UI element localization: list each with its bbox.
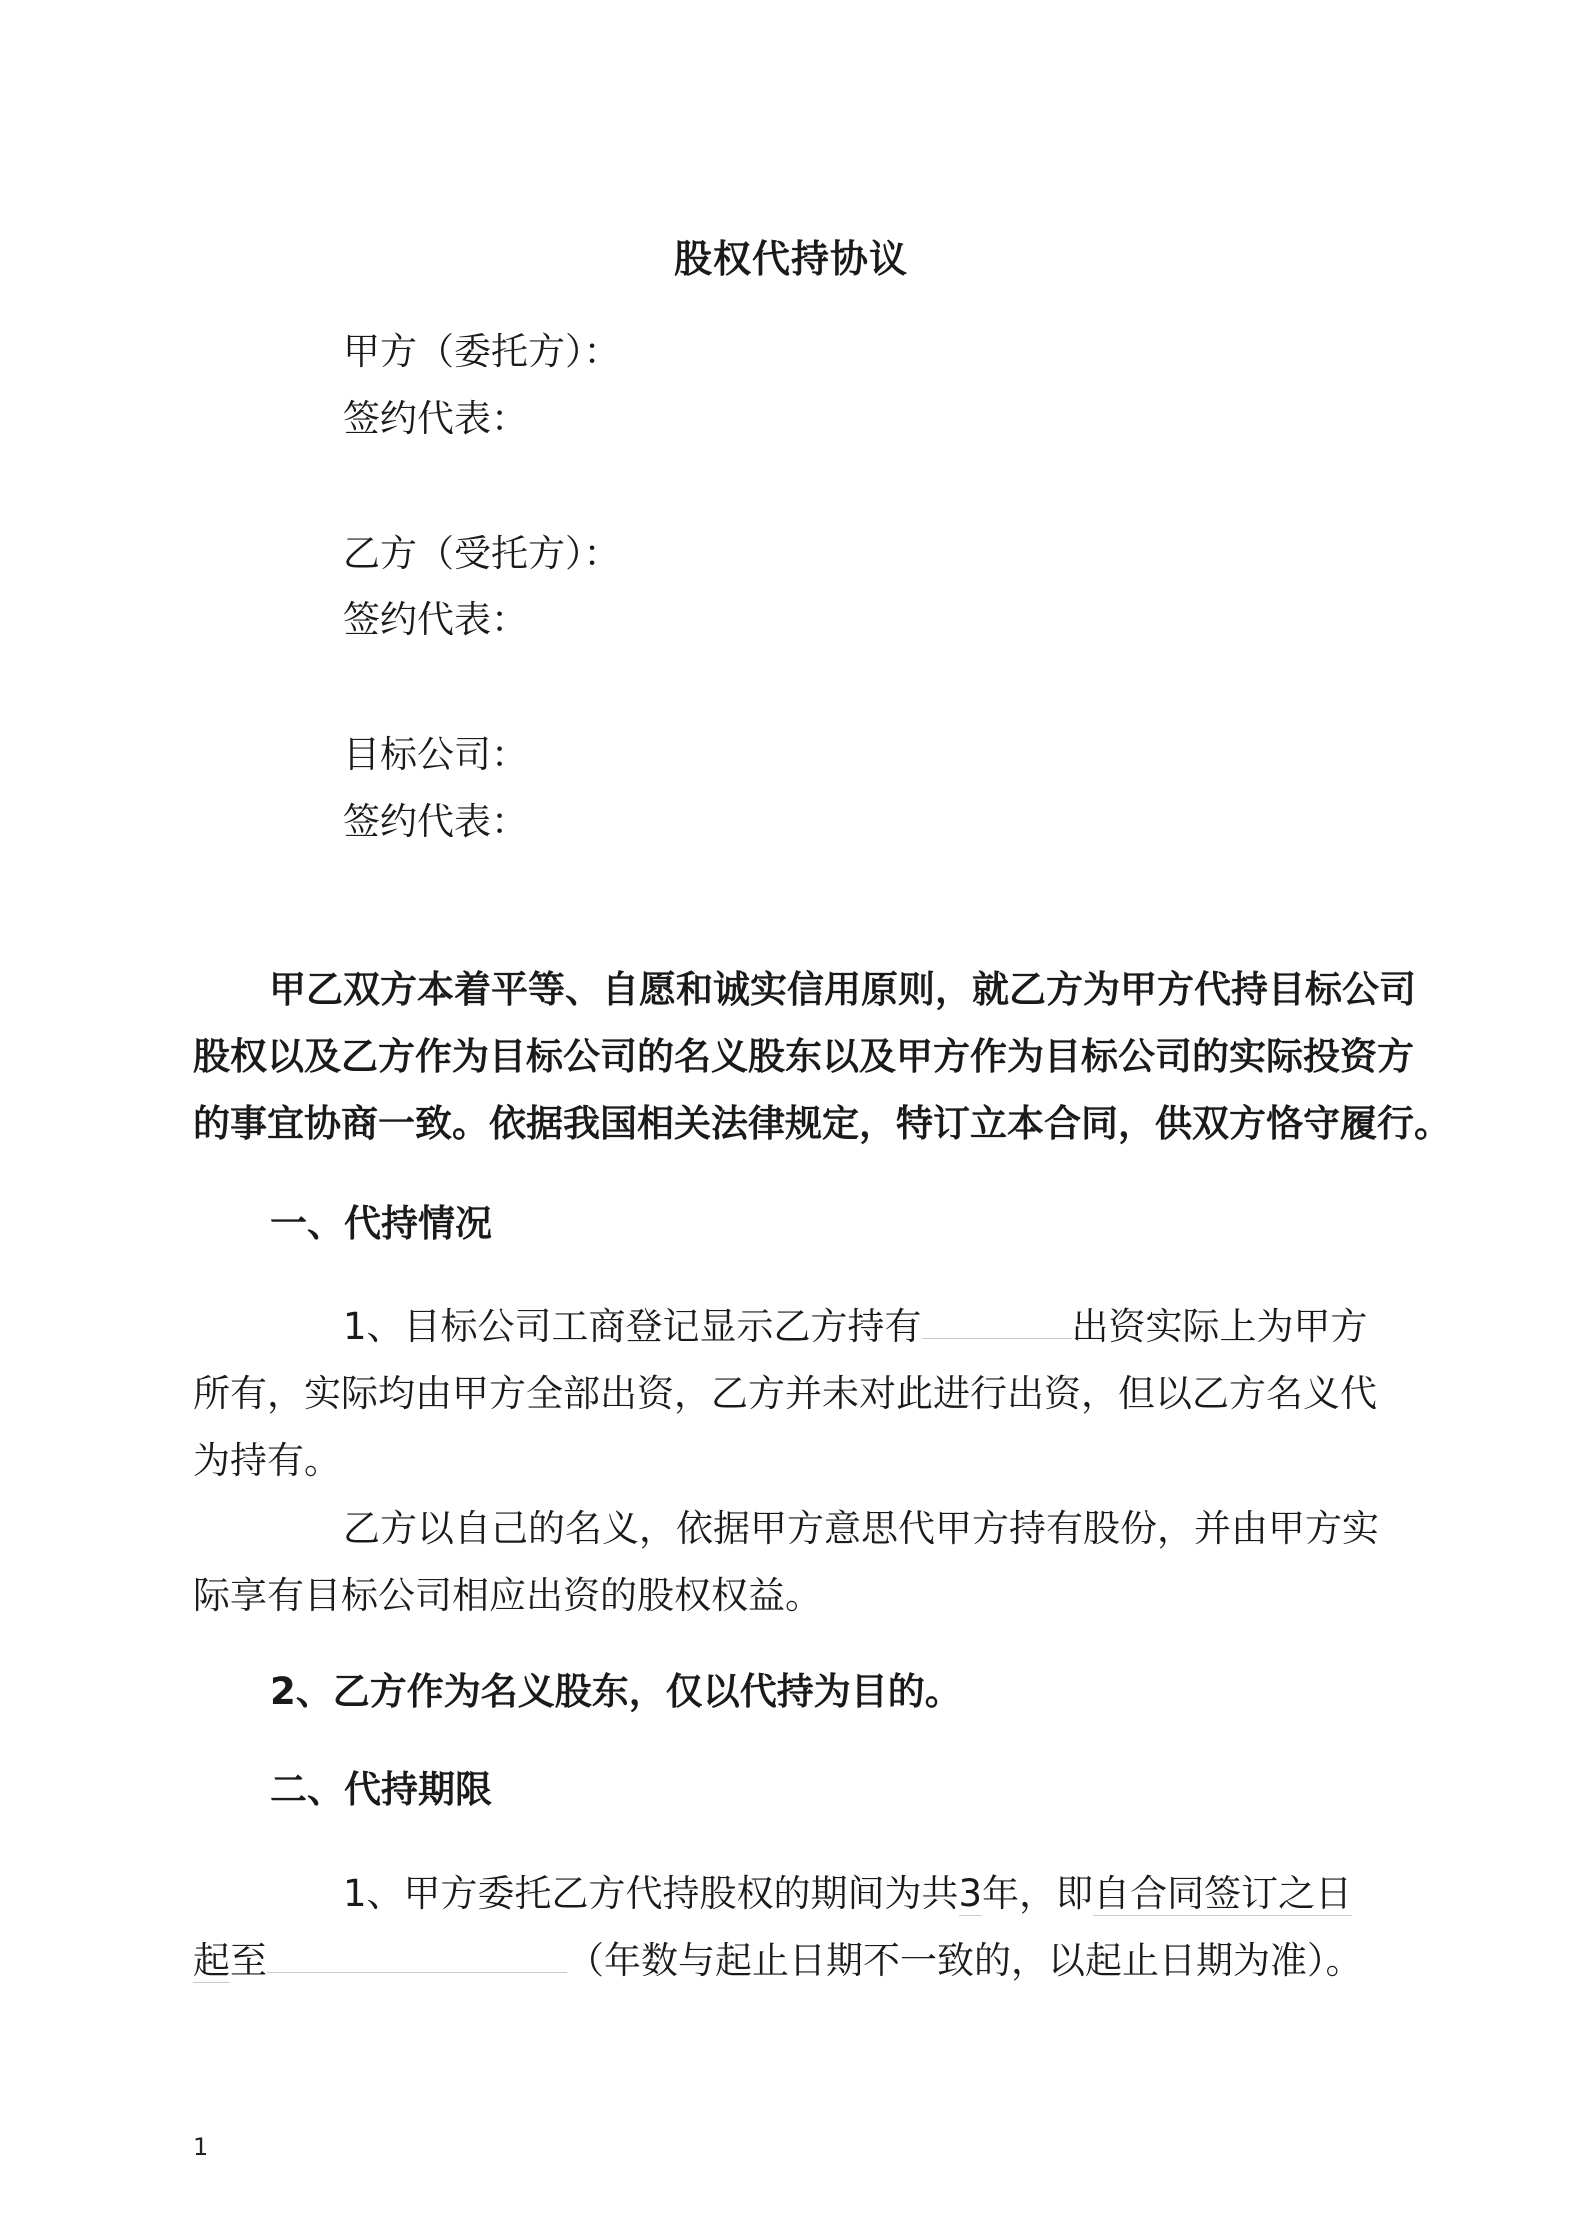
clause-text: 年，即	[982, 1872, 1094, 1915]
preamble-paragraph	[193, 956, 1451, 1157]
clause-text: 至	[230, 1939, 267, 1982]
clause-line	[193, 1927, 1393, 1994]
preamble-line: 甲乙双方本着平等、自愿和诚实信用原则，就乙方为甲方代持目标公司	[269, 968, 1416, 1011]
years-value: 3	[958, 1872, 983, 1915]
clause-line: 际享有目标公司相应出资的股权权益。	[193, 1574, 822, 1617]
start-date-text: 起	[193, 1939, 230, 1982]
preamble-line: 股权以及乙方作为目标公司的名义股东以及甲方作为目标公司的实际投资方	[193, 1035, 1414, 1078]
clause-line: 为持有。	[193, 1439, 341, 1482]
clause-line: 所有，实际均由甲方全部出资，乙方并未对此进行出资，但以乙方名义代	[193, 1372, 1377, 1415]
target-company-rep-label: 签约代表：	[343, 800, 528, 843]
party-b-label: 乙方（受托方）：	[343, 532, 621, 575]
start-date-text: 自合同签订之日	[1093, 1872, 1353, 1915]
preamble-line: 的事宜协商一致。依据我国相关法律规定，特订立本合同，供双方恪守履行。	[193, 1102, 1451, 1145]
section-1-clause-1b	[193, 1495, 1393, 1629]
section-1-clause-1	[193, 1293, 1393, 1494]
clause-line	[193, 1293, 1393, 1360]
clause-line	[193, 1860, 1393, 1927]
section-2-clause-1	[193, 1860, 1393, 1994]
clause-text: 1、甲方委托乙方代持股权的期间为共	[343, 1872, 959, 1915]
clause-text: （年数与起止日期不一致的，以起止日期为准）。	[567, 1939, 1363, 1982]
share-amount-blank	[922, 1299, 1072, 1339]
target-company-label: 目标公司：	[343, 733, 528, 776]
page-number: 1	[193, 2133, 209, 2161]
section-1-clause-2: 2、乙方作为名义股东，仅以代持为目的。	[270, 1670, 962, 1713]
clause-text: 1、目标公司工商登记显示乙方持有	[343, 1305, 922, 1348]
document-title: 股权代持协议	[673, 237, 908, 281]
party-a-rep-label: 签约代表：	[343, 397, 528, 440]
party-b-rep-label: 签约代表：	[343, 598, 528, 641]
section-1-heading: 一、代持情况	[270, 1202, 492, 1245]
section-2-heading: 二、代持期限	[270, 1768, 492, 1811]
clause-line: 乙方以自己的名义，依据甲方意思代甲方持有股份，并由甲方实	[343, 1507, 1379, 1550]
party-a-label: 甲方（委托方）：	[343, 330, 621, 373]
clause-text: 出资实际上为甲方	[1071, 1305, 1368, 1348]
end-date-blank	[267, 1933, 567, 1973]
